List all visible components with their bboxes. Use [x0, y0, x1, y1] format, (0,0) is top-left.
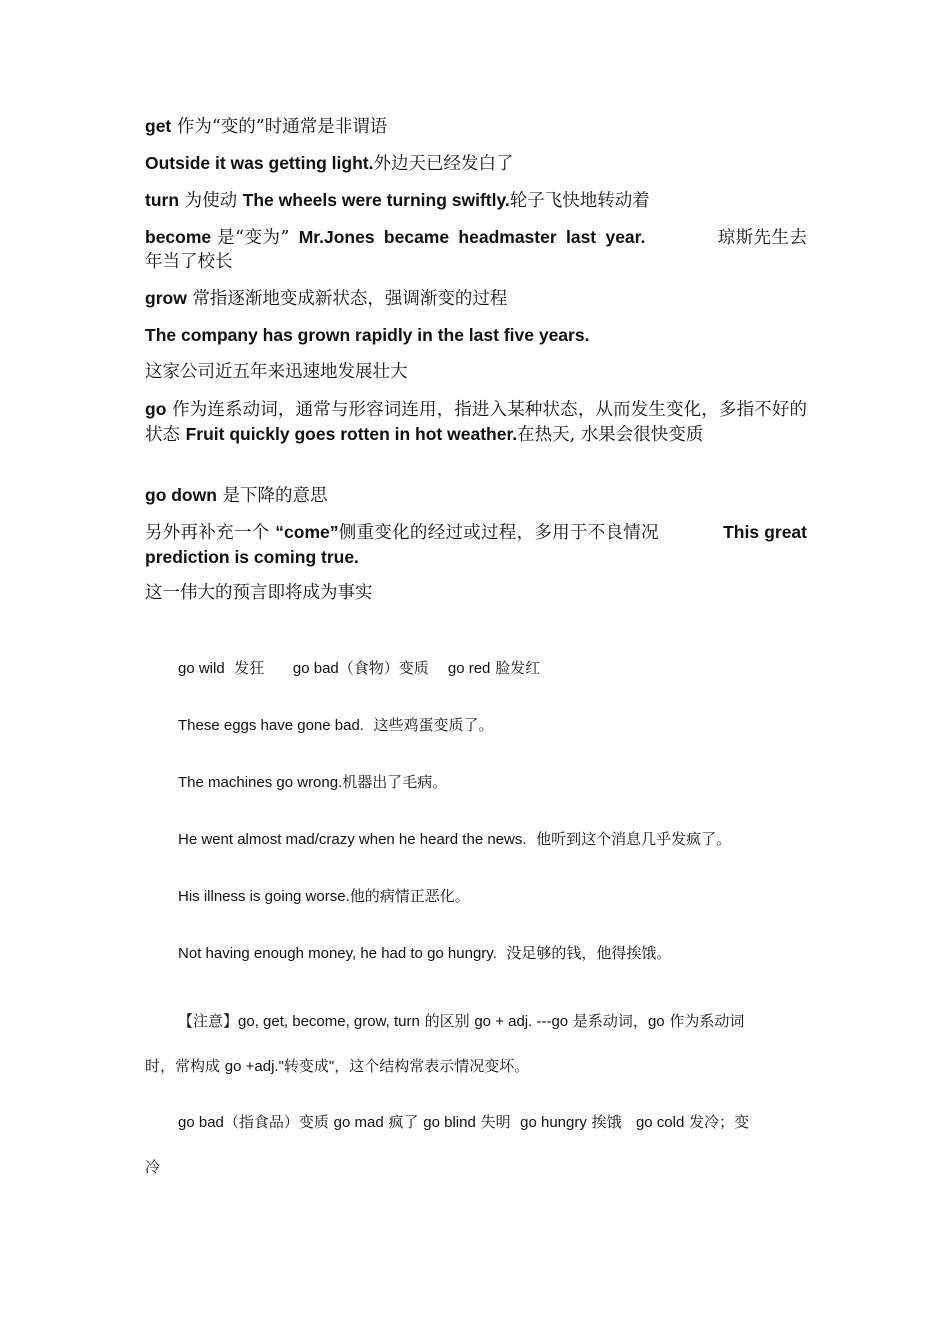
- term-grow: grow: [145, 288, 187, 308]
- example-machines: The machines go wrong.机器出了毛病。: [178, 773, 448, 791]
- term-turn: turn: [145, 190, 180, 210]
- term-get: get: [145, 116, 172, 136]
- line-come: 另外再补充一个 “come”侧重变化的经过或过程，多用于不良情况 This great prediction is coming true.: [145, 522, 807, 567]
- example-illness: His illness is going worse.他的病情正恶化。: [178, 887, 470, 905]
- line-come-translation: 这一伟大的预言即将成为事实: [145, 583, 373, 603]
- term-go-down: go down: [145, 485, 217, 505]
- line-go-down: go down 是下降的意思: [145, 485, 328, 506]
- line-turn: turn 为使动 The wheels were turning swiftly.轮子飞快地转动着: [145, 190, 650, 211]
- line-company-translation: 这家公司近五年来迅速地发展壮大: [145, 362, 408, 382]
- example-news: He went almost mad/crazy when he heard the news. 他听到这个消息几乎发疯了。: [178, 830, 732, 848]
- term-come: “come”: [275, 522, 339, 542]
- line-get: get 作为“变的”时通常是非谓语: [145, 116, 388, 137]
- line-grow: grow 常指逐渐地变成新状态，强调渐变的过程: [145, 288, 508, 309]
- line-go: go 作为连系动词，通常与形容词连用，指进入某种状态，从而发生变化，多指不好的状态 Fruit quickly goes rotten in hot weather.在热天, 水果会很快变质: [145, 399, 807, 445]
- example-money: Not having enough money, he had to go hungry. 没足够的钱，他得挨饿。: [178, 944, 672, 962]
- line-become: become 是“变为” Mr.Jones became headmaster last year. 琼斯先生去年当了校长: [145, 227, 807, 272]
- line-getting-light: Outside it was getting light.外边天已经发白了: [145, 153, 514, 174]
- note-paragraph: 【注意】go, get, become, grow, turn 的区别 go + adj. ---go 是系动词，go 作为系动词 时，常构成 go +adj."转变成"，这个结构常表示情况变坏。: [145, 1012, 745, 1075]
- term-become: become: [145, 227, 212, 247]
- phrase-list: go wild 发狂 go bad（食物）变质 go red 脸发红: [178, 659, 541, 677]
- line-company-example: The company has grown rapidly in the last five years.: [145, 325, 590, 345]
- example-eggs: These eggs have gone bad. 这些鸡蛋变质了。: [178, 716, 494, 734]
- go-phrase-list: go bad（指食品）变质 go mad 疯了 go blind 失明 go hungry 挨饿 go cold 发冷；变 冷: [145, 1113, 750, 1176]
- term-go: go: [145, 399, 167, 419]
